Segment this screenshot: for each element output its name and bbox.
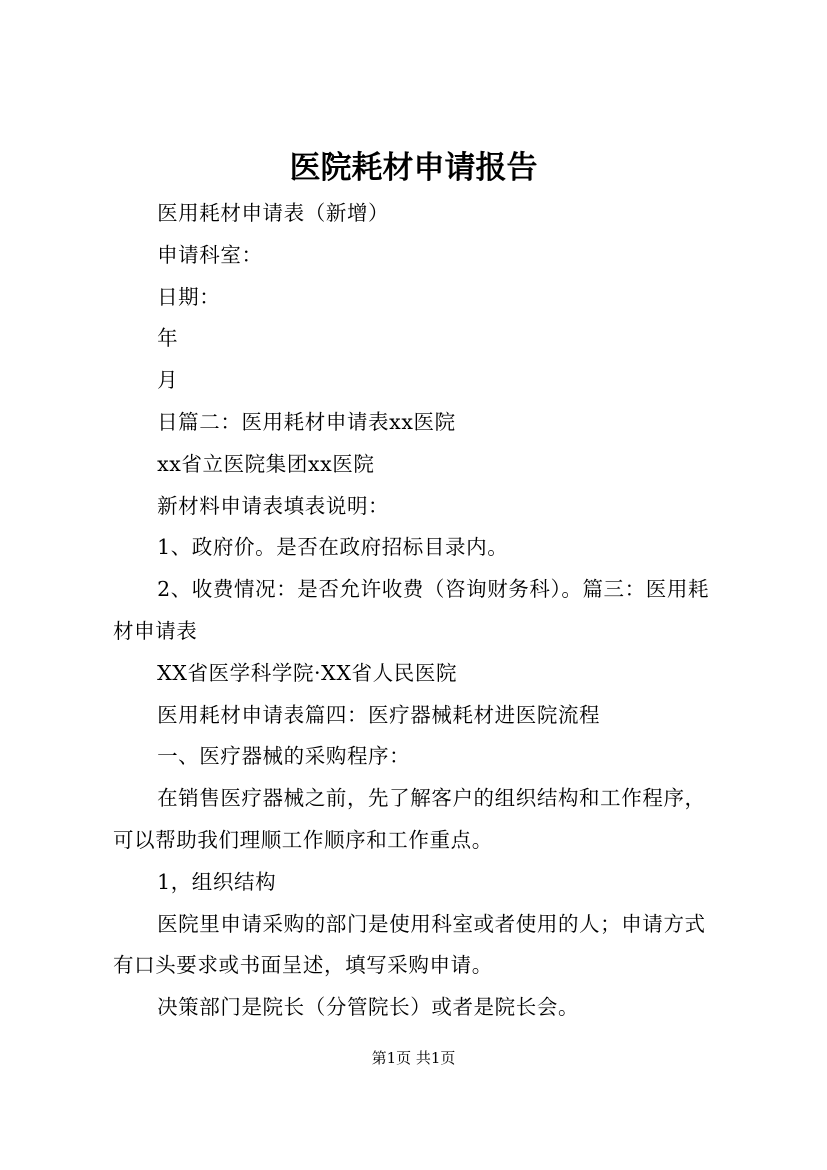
paragraph: 医用耗材申请表篇四：医疗器械耗材进医院流程 [157,702,601,727]
paragraph: xx省立医院集团xx医院 [157,451,375,476]
paragraph: 医院里申请采购的部门是使用科室或者使用的人；申请方式有口头要求或书面呈述，填写采购申请。 [113,911,706,978]
paragraph: 年 [157,326,179,351]
page-footer: 第1页 共1页 [371,1049,456,1067]
paragraph: 月 [157,368,179,393]
paragraph: 日篇二：医用耗材申请表xx医院 [157,409,456,434]
paragraph: 新材料申请表填表说明： [157,493,390,518]
paragraph: 决策部门是院长（分管院长）或者是院长会。 [157,995,580,1020]
paragraph: XX省医学科学院·XX省人民医院 [157,660,458,685]
paragraph: 日期： [157,284,221,309]
paragraph: 1、政府价。是否在政府招标目录内。 [157,535,509,560]
paragraph: 医用耗材申请表（新增） [157,201,390,225]
paragraph: 申请科室： [157,242,263,267]
paragraph: 2、收费情况：是否允许收费（咨询财务科）。篇三：医用耗材申请表 [113,577,710,643]
paragraph: 一、医疗器械的采购程序： [157,744,411,769]
paragraph: 在销售医疗器械之前，先了解客户的组织结构和工作程序，可以帮助我们理顺工作顺序和工作重点。 [113,786,706,852]
document-title: 医院耗材申请报告 [289,150,538,186]
document-body [113,193,725,1029]
paragraph: 1，组织结构 [157,869,277,894]
